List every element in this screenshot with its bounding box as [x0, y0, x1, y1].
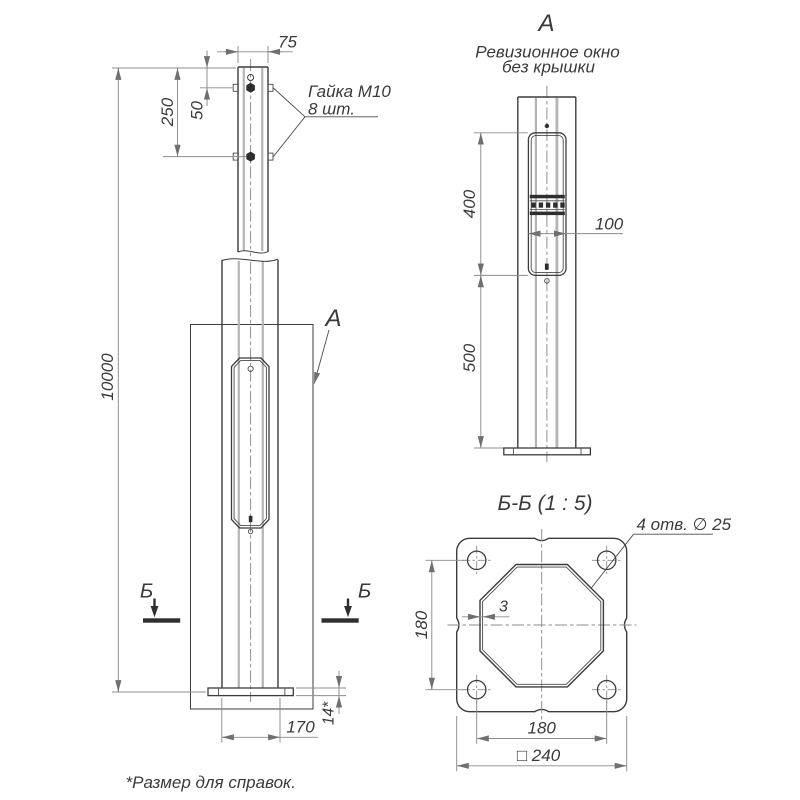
window-latch-side [545, 264, 549, 270]
pole-side-view [518, 86, 576, 462]
section-bb-title: Б-Б (1 : 5) [497, 492, 593, 515]
view-a [460, 10, 624, 462]
view-a-callout [314, 305, 341, 384]
dimension-400 [460, 133, 481, 276]
nut-upper [246, 83, 255, 93]
dim-10000-label: 10000 [98, 353, 117, 401]
cut-label-b-left: Б [139, 579, 154, 603]
main-view [98, 32, 391, 742]
terminal-block [530, 195, 565, 215]
dimension-50 [188, 51, 208, 120]
holes-callout [591, 515, 731, 588]
dimension-75 [217, 32, 297, 63]
section-cut-marker-left [140, 580, 180, 623]
pipe-break-lower [222, 259, 278, 262]
nut-note-line1: Гайка М10 [308, 82, 391, 101]
section-cut-marker-right [322, 580, 372, 623]
window-latch [249, 516, 253, 522]
dim-180-vertical-label: 180 [412, 610, 431, 640]
dim-75-label: 75 [278, 32, 297, 52]
dim-14-label: 14* [320, 701, 338, 726]
dimension-3 [462, 599, 510, 617]
nut-note-line2: 8 шт. [308, 99, 355, 119]
footnote: *Размер для справок. [125, 773, 296, 792]
dim-50-label: 50 [187, 101, 207, 120]
dim-180-horizontal-label: 180 [527, 718, 556, 738]
dimension-250 [158, 68, 178, 157]
dim-500-label: 500 [460, 343, 479, 373]
holes-note: 4 отв. ∅ 25 [636, 515, 732, 534]
dim-3-label: 3 [499, 598, 508, 616]
view-a-subtitle-1: Ревизионное окно [475, 42, 620, 62]
dim-250-label: 250 [158, 97, 177, 127]
section-bb [412, 492, 732, 771]
dim-240-label: □ 240 [516, 745, 561, 765]
dim-100-label: 100 [594, 214, 624, 234]
view-a-title: А [538, 10, 555, 37]
rivet-above-window [545, 124, 549, 128]
pipe-break-upper [238, 251, 268, 253]
view-a-callout-label: А [325, 305, 342, 332]
dimension-500 [460, 275, 481, 448]
dim-170-label: 170 [286, 717, 315, 737]
nut-lower [246, 152, 255, 162]
dim-400-label: 400 [460, 189, 479, 219]
dimension-170 [222, 698, 318, 743]
cap-nuts [233, 83, 273, 162]
view-a-subtitle-2: без крышки [501, 57, 596, 77]
cut-label-b-right: Б [357, 579, 372, 603]
nut-note-callout [273, 82, 391, 157]
